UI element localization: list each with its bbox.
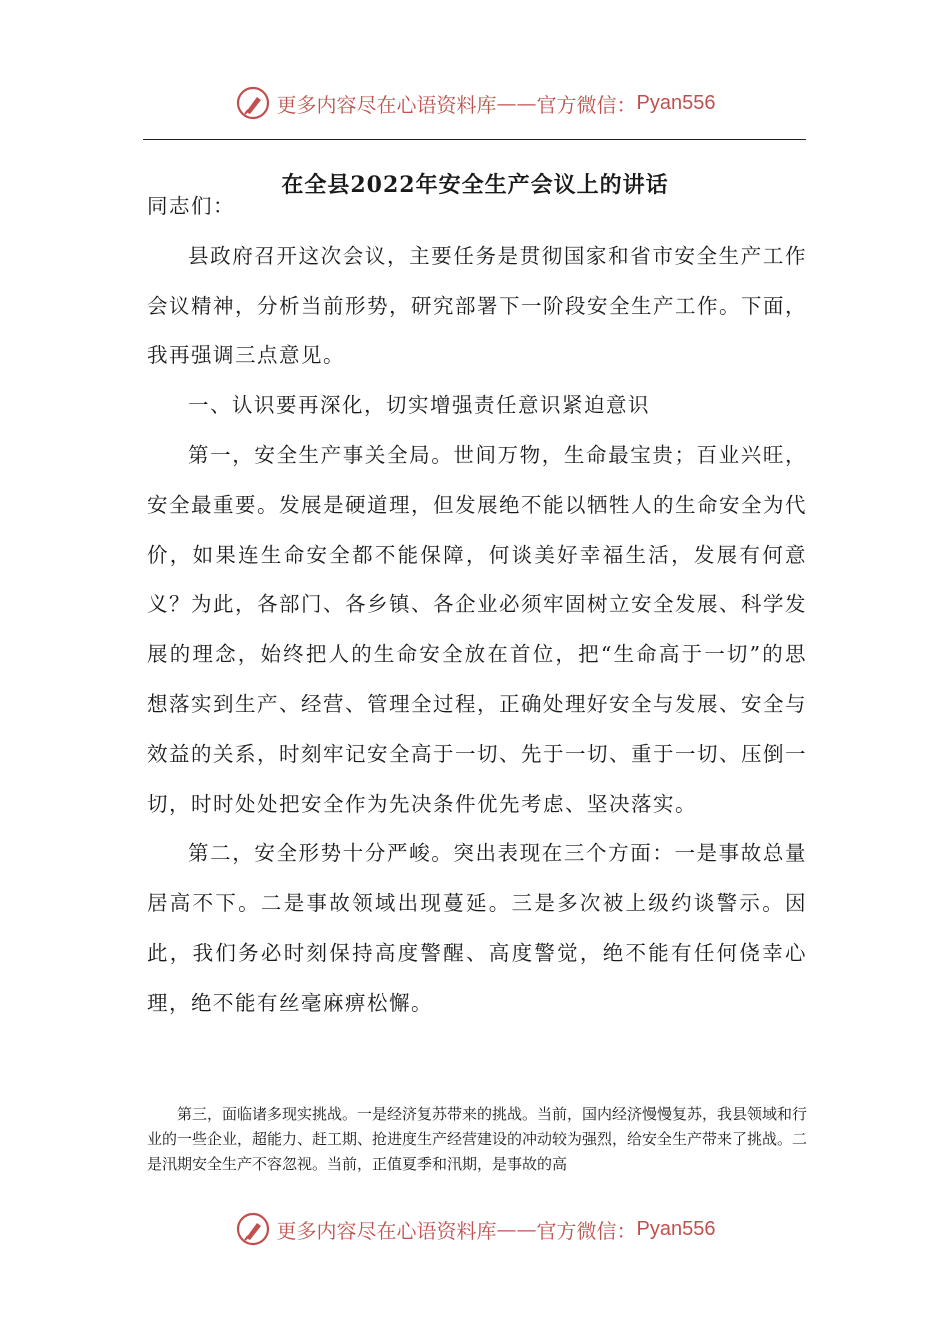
paragraph-third: 第三，面临诸多现实挑战。一是经济复苏带来的挑战。当前，国内经济慢慢复苏，我县领域和行业的一些企业，超能力、赶工期、抢进度生产经营建设的冲动较为强烈，给安全生产带来了挑战。二是汛期安全生产不容忽视。当前，正值夏季和汛期，是事故的高 [147, 1105, 808, 1173]
header-divider [143, 139, 806, 140]
wechat-label: 官方微信： [536, 92, 637, 117]
banner-dash: —— [496, 1217, 537, 1241]
paragraph-first: 第一，安全生产事关全局。世间万物，生命最宝贵；百业兴旺，安全最重要。发展是硬道理，但发展绝不能以牺牲人的生命安全为代价，如果连生命安全都不能保障，何谈美好幸福生活，发展有何意义？为此，各部门、各乡镇、各企业必须牢固树立安全发展、科学发展的理念，始终把人的生命安全放在首位，把“生命高于一切”的思想落实到生产、经营、管理全过程，正确处理好安全与发展、安全与效益的关系，时刻牢记安全高于一切、先于一切、重于一切、压倒一切，时时处处把安全作为先决条件优先考虑、坚决落实。 [147, 442, 807, 816]
footer-banner [0, 1209, 950, 1249]
salutation: 同志们： [147, 194, 235, 218]
wechat-label: 官方微信： [536, 1218, 637, 1243]
section-heading: 一、认识要再深化，切实增强责任意识紧迫意识 [188, 393, 650, 418]
wechat-id: Pyan556 [636, 91, 716, 114]
pen-nib-logo-icon [235, 85, 271, 121]
banner-dash: —— [496, 91, 537, 115]
paragraph-second: 第二，安全形势十分严峻。突出表现在三个方面：一是事故总量居高不下。二是事故领域出现蔓延。三是多次被上级约谈警示。因此，我们务必时刻保持高度警醒、高度警觉，绝不能有任何侥幸心理，绝不能有丝毫麻痹松懈。 [147, 841, 807, 1015]
banner-text: 更多内容尽在心语资料库 [276, 92, 497, 117]
page-title: 在全县2022年安全生产会议上的讲话 [281, 172, 669, 198]
speech-body-small [147, 1102, 807, 1177]
speech-body [147, 182, 807, 1029]
pen-nib-logo-icon [235, 1211, 271, 1247]
banner-text: 更多内容尽在心语资料库 [276, 1218, 497, 1243]
paragraph-intro: 县政府召开这次会议，主要任务是贯彻国家和省市安全生产工作会议精神，分析当前形势，研究部署下一阶段安全生产工作。下面，我再强调三点意见。 [147, 243, 807, 368]
header-banner [0, 83, 950, 123]
wechat-id: Pyan556 [636, 1217, 716, 1240]
